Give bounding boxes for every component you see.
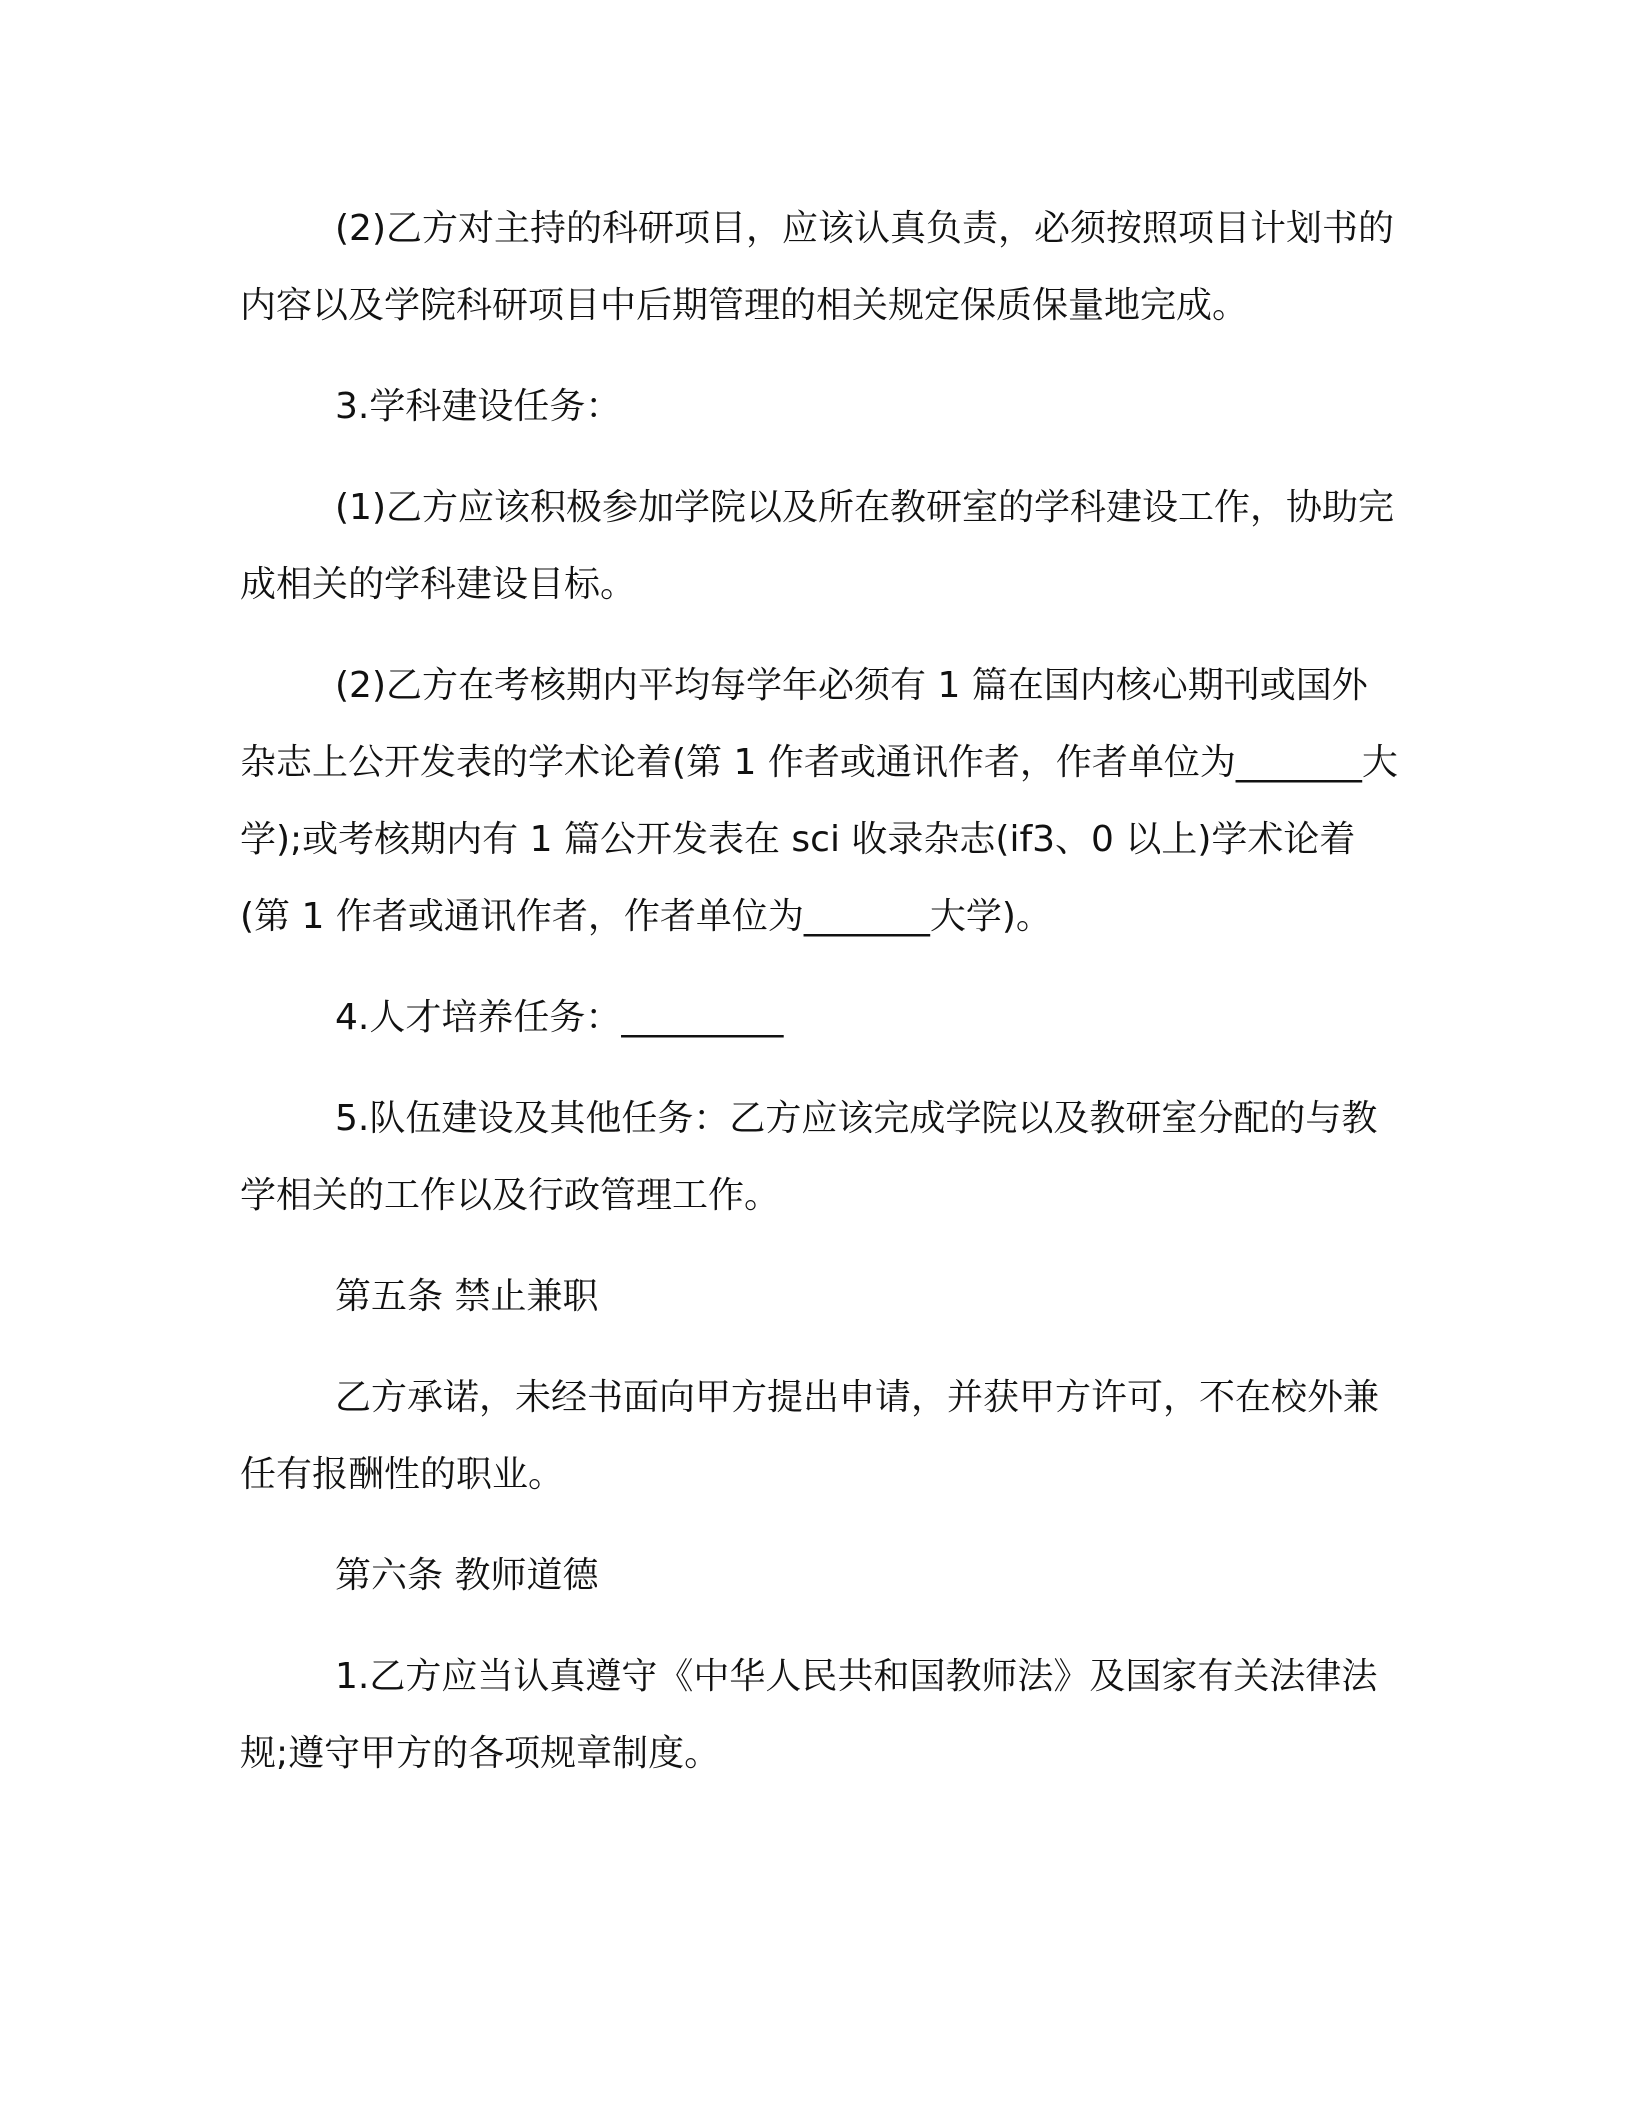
paragraph-research-project-duty: (2)乙方对主持的科研项目，应该认真负责，必须按照项目计划书的内容以及学院科研项目中后期管理的相关规定保质保量地完成。 xyxy=(240,208,1394,326)
paragraph-gap xyxy=(240,955,1400,979)
paragraph-gap xyxy=(240,1056,1400,1080)
paragraph-teacher-ethics: 1.乙方应当认真遵守《中华人民共和国教师法》及国家有关法律法规;遵守甲方的各项规章制度。 xyxy=(240,1656,1378,1774)
paragraph-gap xyxy=(240,445,1400,469)
paragraph-team-building: 5.队伍建设及其他任务：乙方应该完成学院以及教研室分配的与教学相关的工作以及行政管理工作。 xyxy=(240,1098,1378,1216)
paragraph-gap xyxy=(240,623,1400,647)
document-body xyxy=(240,190,1400,1792)
article-five-heading: 第五条 禁止兼职 xyxy=(335,1276,599,1317)
paragraph-no-part-time: 乙方承诺，未经书面向甲方提出申请，并获甲方许可，不在校外兼任有报酬性的职业。 xyxy=(240,1377,1380,1495)
paragraph-talent-training: 4.人才培养任务：_________ xyxy=(335,997,784,1038)
paragraph-gap xyxy=(240,1234,1400,1258)
paragraph-gap xyxy=(240,1335,1400,1359)
paragraph-discipline-work: (1)乙方应该积极参加学院以及所在教研室的学科建设工作，协助完成相关的学科建设目标。 xyxy=(240,487,1394,605)
paragraph-gap xyxy=(240,344,1400,368)
heading-discipline-construction: 3.学科建设任务： xyxy=(335,386,622,427)
article-six-heading: 第六条 教师道德 xyxy=(335,1555,599,1596)
paragraph-publication-requirement: (2)乙方在考核期内平均每学年必须有 1 篇在国内核心期刊或国外杂志上公开发表的学术论着(第 1 作者或通讯作者，作者单位为_______大学);或考核期内有 1 篇公开发表在 sci 收录杂志(if3、0 以上)学术论着(第 1 作者或通讯作者，作者单位为_______大学)。 xyxy=(240,665,1398,937)
paragraph-gap xyxy=(240,1614,1400,1638)
paragraph-gap xyxy=(240,1513,1400,1537)
